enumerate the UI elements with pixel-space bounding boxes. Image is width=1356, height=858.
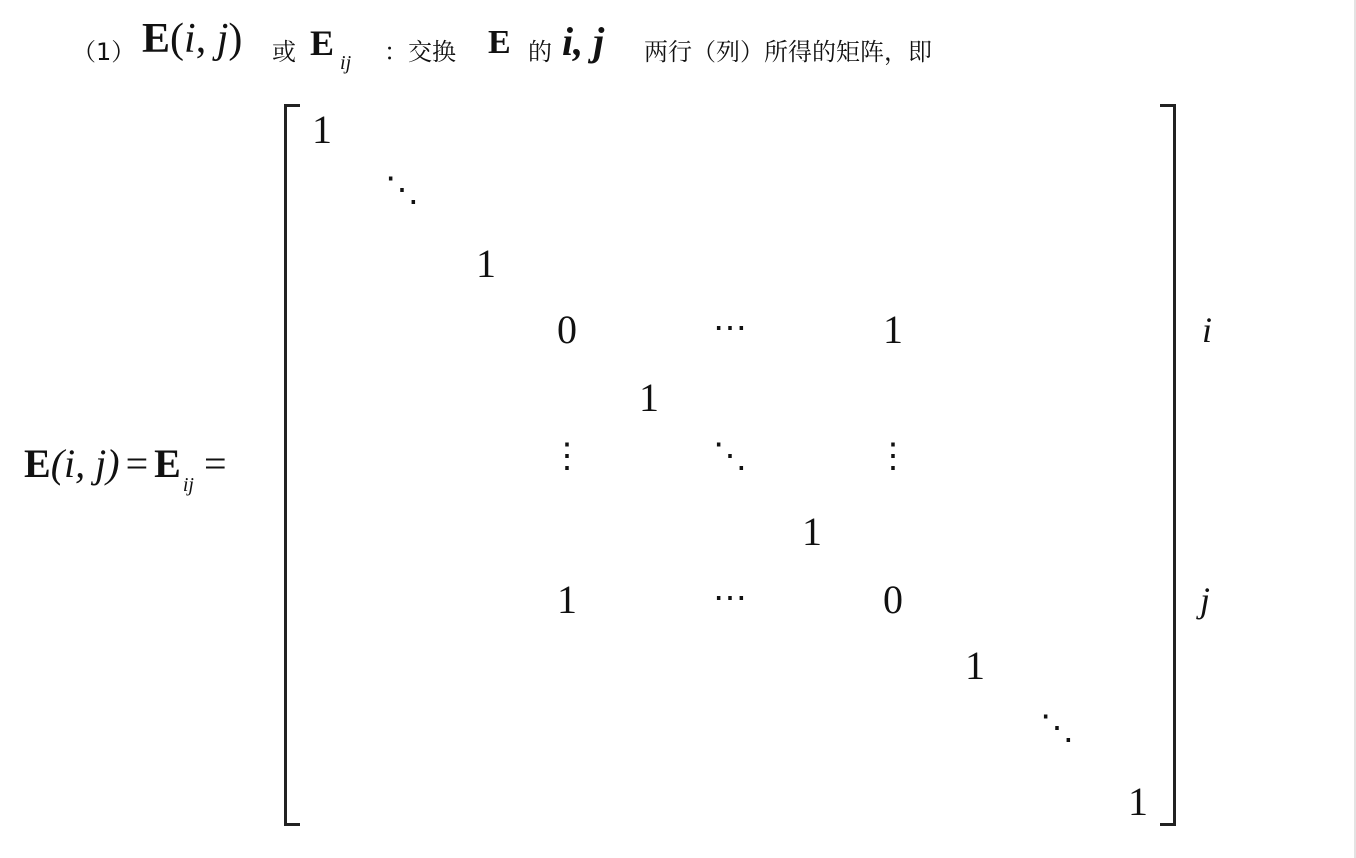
vdots-col-i: ⋮ [550,438,584,475]
mid-diag-entry-2: 1 [802,509,822,554]
mid-diag-entry-1: 1 [639,375,659,420]
lhs-symbol-E: E [24,441,51,486]
row-label-j: j [1200,580,1211,620]
heading-E-sub [310,22,352,74]
symbol-E: E [142,16,171,62]
close-paren: ) [228,16,243,62]
ddots-middle: ⋱ [713,438,747,475]
heading-formula-E-ij [142,18,242,60]
ddots-lower: ⋱ [1040,710,1074,747]
index-pair-ij: i, j [562,19,605,64]
diag-entry-4: 1 [1128,779,1148,824]
entry-jj: 0 [883,577,903,622]
lhs-equals-2: = [203,441,227,486]
symbol-E-2: E [310,23,335,63]
diag-entry-1: 1 [312,107,332,152]
index-j: j [216,16,229,62]
lhs-args: (i, j) [50,441,120,486]
swap-text: ：交换 [384,38,456,66]
cdots-row-j: ⋯ [713,580,747,617]
subscript-ij: ij [340,52,352,74]
rest-text: 两行（列）所得的矩阵，即 [644,38,932,66]
diag-entry-3: 1 [965,643,985,688]
lhs-subscript-ij: ij [182,474,194,496]
entry-ji: 1 [557,577,577,622]
diag-entry-2: 1 [476,241,496,286]
ddots-upper: ⋱ [385,172,419,209]
vdots-col-j: ⋮ [876,438,910,475]
lhs-equals-1: = [125,441,149,486]
entry-ii: 0 [557,307,577,352]
symbol-E-3: E [488,24,511,61]
cdots-row-i: ⋯ [713,310,747,347]
entry-ij: 1 [883,307,903,352]
or-text: 或 [272,38,296,66]
open-paren: ( [170,16,185,62]
equation-lhs [24,440,227,496]
item-label: （1） [72,38,136,66]
row-label-i: i [1202,310,1213,350]
lhs-symbol-E-2: E [154,441,181,486]
de-text: 的 [528,38,552,66]
index-i: i [184,16,196,62]
comma: , [195,16,217,62]
